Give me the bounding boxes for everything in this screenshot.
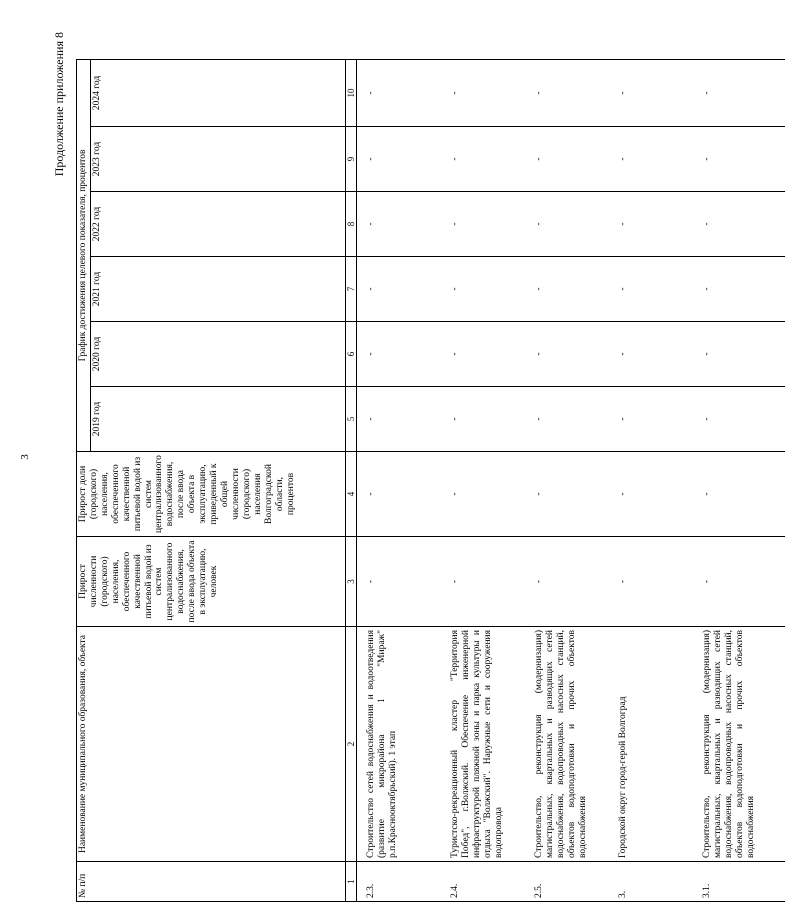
- value-cell: -: [533, 387, 617, 452]
- value-cell: -: [701, 452, 785, 537]
- column-number: 9: [345, 127, 356, 192]
- value-cell: -: [617, 452, 701, 537]
- value-cell: -: [449, 322, 533, 387]
- object-name: Строительство сетей водоснабжения и водоотведения (развитие микрорайона 1 "Мираж" р.п.Краснооктябрьский). 1 этап: [365, 627, 449, 862]
- value-cell: -: [617, 59, 701, 126]
- value-cell: -: [533, 322, 617, 387]
- value-cell: -: [617, 537, 701, 627]
- header-year: 2019 год: [90, 387, 345, 452]
- value-cell: -: [701, 59, 785, 126]
- header-growth-count: Прирост численности (городского) населения, обеспеченного качественной питьевой водой из систем централизованного водоснабжения, после ввода объекта в эксплуатацию, человек: [77, 537, 346, 627]
- value-cell: -: [701, 537, 785, 627]
- column-number-row: [345, 59, 356, 901]
- value-cell: -: [533, 452, 617, 537]
- header-growth-share: Прирост доли (городского) населения, обеспеченного качественной питьевой водой из систем централизованного водоснабжения, после ввода объекта в эксплуатацию, приведенный к общей численности (городского) населения Волгоградской области, процентов: [77, 452, 346, 537]
- row-number: 3.1.: [701, 862, 785, 902]
- table-row: [365, 59, 449, 901]
- spacer-row: [357, 59, 366, 901]
- value-cell: -: [701, 387, 785, 452]
- column-number: 10: [345, 59, 356, 126]
- value-cell: -: [533, 59, 617, 126]
- value-cell: -: [449, 257, 533, 322]
- value-cell: -: [365, 192, 449, 257]
- value-cell: -: [365, 59, 449, 126]
- column-number: 5: [345, 387, 356, 452]
- value-cell: -: [449, 59, 533, 126]
- value-cell: -: [533, 192, 617, 257]
- value-cell: -: [617, 322, 701, 387]
- value-cell: -: [449, 192, 533, 257]
- value-cell: -: [533, 537, 617, 627]
- header-name: Наименование муниципального образования, объекта: [77, 627, 346, 862]
- value-cell: -: [701, 257, 785, 322]
- header-year: 2021 год: [90, 257, 345, 322]
- column-number: 8: [345, 192, 356, 257]
- value-cell: -: [701, 127, 785, 192]
- value-cell: -: [701, 192, 785, 257]
- value-cell: -: [617, 127, 701, 192]
- header-year: 2023 год: [90, 127, 345, 192]
- rotated-page: [48, 32, 756, 902]
- header-year: 2020 год: [90, 322, 345, 387]
- object-name: Строительство, реконструкция (модернизация) магистральных, квартальных и разводящих сетей водоснабжения, водопроводных насосных станций, объектов водоподготовки и прочих объектов водоснабжения: [701, 627, 785, 862]
- appendix-continuation-title: Продолжение приложения 8: [52, 32, 66, 177]
- column-number: 6: [345, 322, 356, 387]
- row-number: 2.3.: [365, 862, 449, 902]
- object-name: Городской округ город-герой Волгоград: [617, 627, 701, 862]
- column-number: 1: [345, 862, 356, 902]
- value-cell: -: [365, 452, 449, 537]
- column-number: 2: [345, 627, 356, 862]
- value-cell: -: [365, 257, 449, 322]
- value-cell: -: [365, 127, 449, 192]
- value-cell: -: [617, 387, 701, 452]
- value-cell: -: [449, 127, 533, 192]
- value-cell: -: [365, 322, 449, 387]
- value-cell: -: [533, 127, 617, 192]
- value-cell: -: [449, 452, 533, 537]
- header-row-1: [77, 59, 91, 901]
- header-year: 2024 год: [90, 59, 345, 126]
- table-row: [701, 59, 785, 901]
- row-number: 3.: [617, 862, 701, 902]
- value-cell: -: [617, 257, 701, 322]
- value-cell: -: [533, 257, 617, 322]
- target-indicator-table: [76, 59, 785, 902]
- table-row: [617, 59, 701, 901]
- header-no: № п/п: [77, 862, 346, 902]
- table-row: [533, 59, 617, 901]
- column-number: 7: [345, 257, 356, 322]
- value-cell: -: [365, 537, 449, 627]
- value-cell: -: [449, 387, 533, 452]
- page-number: 3: [19, 454, 31, 460]
- value-cell: -: [617, 192, 701, 257]
- value-cell: -: [701, 322, 785, 387]
- header-schedule: График достижения целевого показателя, процентов: [77, 59, 91, 451]
- row-number: 2.5.: [533, 862, 617, 902]
- value-cell: -: [365, 387, 449, 452]
- column-number: 4: [345, 452, 356, 537]
- object-name: Строительство, реконструкция (модернизация) магистральных, квартальных и разводящих сетей водоснабжения, водопроводных насосных станций, объектов водоподготовки и прочих объектов водоснабжения: [533, 627, 617, 862]
- header-year: 2022 год: [90, 192, 345, 257]
- row-number: 2.4.: [449, 862, 533, 902]
- column-number: 3: [345, 537, 356, 627]
- value-cell: -: [449, 537, 533, 627]
- object-name: Туристско-рекреационный кластер "Территория Побед", г.Волжский. Обеспечение инженерной инфраструктурой пляжной зоны и парка культуры и отдыха "Волжский". Наружные сети и сооружения водопровода: [449, 627, 533, 862]
- table-row: [449, 59, 533, 901]
